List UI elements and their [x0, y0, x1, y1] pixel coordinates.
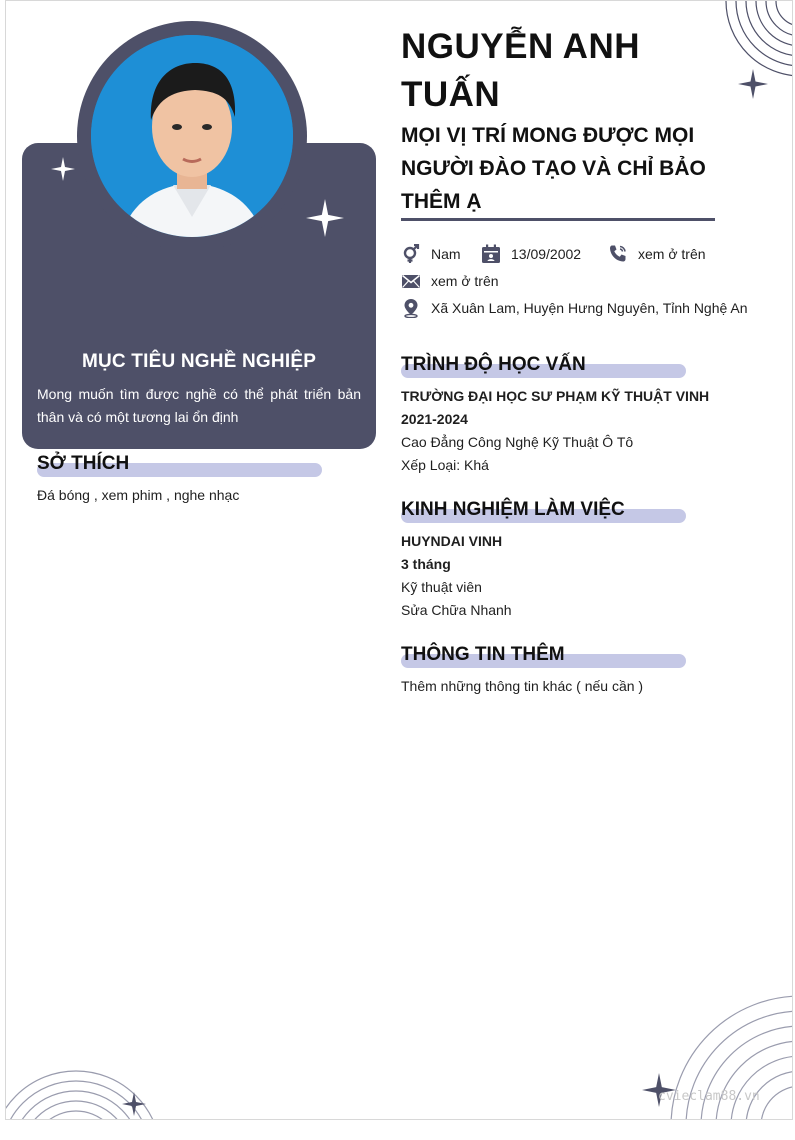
- email-value: xem ở trên: [431, 273, 499, 289]
- gender-icon: [401, 244, 421, 264]
- hobbies-text: Đá bóng , xem phim , nghe nhạc: [37, 487, 240, 503]
- gender-value: Nam: [431, 246, 461, 262]
- desired-position: MỌI VỊ TRÍ MONG ĐƯỢC MỌI NGƯỜI ĐÀO TẠO VÀ CHỈ BẢO THÊM Ạ: [401, 124, 706, 213]
- phone-icon: [608, 244, 628, 264]
- full-name: NGUYỄN ANH TUẤN: [401, 27, 640, 114]
- location-pin-icon: [401, 298, 421, 318]
- section-title: SỞ THÍCH: [37, 453, 130, 474]
- sparkle-icon: [51, 157, 75, 181]
- education-period: 2021-2024: [401, 411, 468, 427]
- sparkle-icon: [738, 69, 768, 99]
- education-grade: Xếp Loại: Khá: [401, 457, 489, 473]
- experience-role: Kỹ thuật viên: [401, 579, 482, 595]
- section-education: [401, 354, 586, 376]
- experience-description: Sửa Chữa Nhanh: [401, 602, 512, 618]
- company-name: HUYNDAI VINH: [401, 533, 503, 549]
- section-title: TRÌNH ĐỘ HỌC VẤN: [401, 354, 586, 375]
- address-value: Xã Xuân Lam, Huyện Hưng Nguyên, Tỉnh Nghệ An: [431, 300, 748, 316]
- objective-text: Mong muốn tìm được nghề có thể phát triển bản thân và có một tương lai ổn định: [37, 386, 361, 425]
- section-hobbies: [37, 453, 129, 475]
- section-title: THÔNG TIN THÊM: [401, 644, 565, 665]
- phone-value: xem ở trên: [638, 246, 706, 262]
- avatar-photo: [91, 35, 293, 237]
- section-title: KINH NGHIỆM LÀM VIỆC: [401, 499, 625, 520]
- email-icon: [401, 271, 421, 291]
- section-additional-info: [401, 644, 565, 666]
- header-divider: [401, 218, 715, 221]
- sparkle-icon: [122, 1091, 146, 1117]
- additional-info-text: Thêm những thông tin khác ( nếu cần ): [401, 678, 644, 694]
- education-major: Cao Đẳng Công Nghệ Kỹ Thuật Ô Tô: [401, 434, 634, 450]
- calendar-icon: [481, 244, 501, 264]
- cv-page: [5, 0, 793, 1120]
- sparkle-icon: [306, 199, 344, 237]
- birthday-value: 13/09/2002: [511, 246, 582, 262]
- experience-duration: 3 tháng: [401, 556, 451, 572]
- objective-title: MỤC TIÊU NGHỀ NGHIỆP: [81, 351, 317, 372]
- watermark: cvieclam88.vn: [658, 1089, 760, 1104]
- section-experience: [401, 499, 625, 521]
- school-name: TRƯỜNG ĐẠI HỌC SƯ PHẠM KỸ THUẬT VINH: [401, 388, 710, 404]
- avatar: [91, 35, 293, 237]
